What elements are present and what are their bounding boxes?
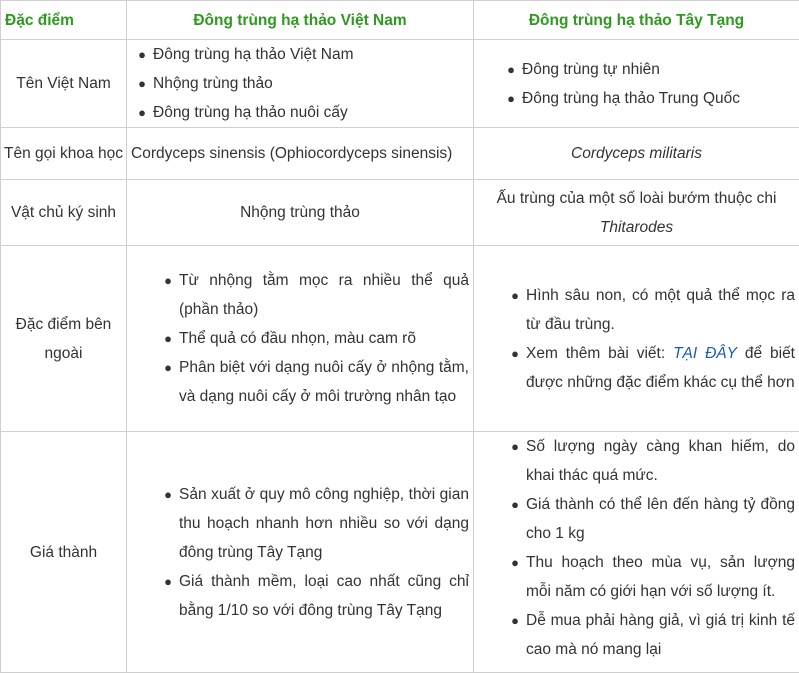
- header-row: [1, 1, 799, 40]
- list-item: ● Sản xuất ở quy mô công nghiệp, thời gian thu hoạch nhanh hơn nhiều so với dạng đông trùng Tây Tạng: [157, 480, 469, 567]
- list-item: ● Hình sâu non, có một quả thể mọc ra từ đầu trùng.: [504, 281, 795, 339]
- bullet-icon: ●: [504, 432, 526, 461]
- row-label: Vật chủ ký sinh: [1, 180, 127, 246]
- table-row: [1, 128, 799, 180]
- bullet-icon: ●: [504, 606, 526, 635]
- cell-vn: Nhộng trùng thảo: [127, 180, 474, 246]
- bullet-icon: ●: [157, 567, 179, 596]
- list-item: ● Thu hoạch theo mùa vụ, sản lượng mỗi năm có giới hạn với số lượng ít.: [504, 548, 795, 606]
- bullet-icon: ●: [157, 324, 179, 353]
- cell-vn: [127, 246, 474, 432]
- header-tibet: Đông trùng hạ thảo Tây Tạng: [474, 1, 799, 40]
- bullet-icon: ●: [131, 69, 153, 98]
- bullet-icon: ●: [131, 40, 153, 69]
- bullet-icon: ●: [157, 353, 179, 382]
- list-item: ● Giá thành có thể lên đến hàng tỷ đồng cho 1 kg: [504, 490, 795, 548]
- row-label: Đặc điểm bên ngoài: [1, 246, 127, 432]
- list-item: ● Thể quả có đầu nhọn, màu cam rõ: [157, 324, 469, 353]
- list-item: ● Đông trùng tự nhiên: [500, 55, 795, 84]
- cell-vn: [127, 432, 474, 673]
- list-item: ● Xem thêm bài viết: TẠI ĐÂY để biết được những đặc điểm khác cụ thể hơn: [504, 339, 795, 397]
- list-item: ● Giá thành mềm, loại cao nhất cũng chỉ bằng 1/10 so với đông trùng Tây Tạng: [157, 567, 469, 625]
- bullet-icon: ●: [157, 266, 179, 295]
- list-item: ● Dễ mua phải hàng giả, vì giá trị kinh tế cao mà nó mang lại: [504, 606, 795, 664]
- header-feature: Đặc điểm: [1, 1, 127, 40]
- list-item: ● Từ nhộng tằm mọc ra nhiều thể quả (phần thảo): [157, 266, 469, 324]
- list-item: ● Đông trùng hạ thảo Việt Nam: [131, 40, 469, 69]
- cell-tt: Cordyceps militaris: [474, 128, 799, 180]
- cell-vn: [127, 40, 474, 128]
- article-link[interactable]: TẠI ĐÂY: [673, 345, 737, 362]
- host-text: Ấu trùng của một số loài bướm thuộc chi: [478, 184, 795, 213]
- table-row: [1, 432, 799, 673]
- bullet-icon: ●: [504, 490, 526, 519]
- list-item: ● Nhộng trùng thảo: [131, 69, 469, 98]
- list-item: ● Phân biệt với dạng nuôi cấy ở nhộng tằm, và dạng nuôi cấy ở môi trường nhân tạo: [157, 353, 469, 411]
- cell-tt: [474, 180, 799, 246]
- bullet-icon: ●: [500, 84, 522, 113]
- host-genus: Thitarodes: [478, 213, 795, 242]
- cell-tt: [474, 40, 799, 128]
- cell-tt: [474, 246, 799, 432]
- bullet-icon: ●: [157, 480, 179, 509]
- list-item: ● Đông trùng hạ thảo nuôi cấy: [131, 98, 469, 127]
- bullet-icon: ●: [131, 98, 153, 127]
- bullet-icon: ●: [500, 55, 522, 84]
- header-vietnam: Đông trùng hạ thảo Việt Nam: [127, 1, 474, 40]
- table-row: [1, 40, 799, 128]
- bullet-icon: ●: [504, 281, 526, 310]
- list-item: ● Đông trùng hạ thảo Trung Quốc: [500, 84, 795, 113]
- row-label: Tên gọi khoa học: [1, 128, 127, 180]
- cell-vn: Cordyceps sinensis (Ophiocordyceps sinensis): [127, 128, 474, 180]
- list-item: ● Số lượng ngày càng khan hiếm, do khai thác quá mức.: [504, 432, 795, 490]
- row-label: Giá thành: [1, 432, 127, 673]
- cell-tt: [474, 432, 799, 673]
- row-label: Tên Việt Nam: [1, 40, 127, 128]
- bullet-icon: ●: [504, 339, 526, 368]
- table-row: [1, 246, 799, 432]
- table-row: [1, 180, 799, 246]
- bullet-icon: ●: [504, 548, 526, 577]
